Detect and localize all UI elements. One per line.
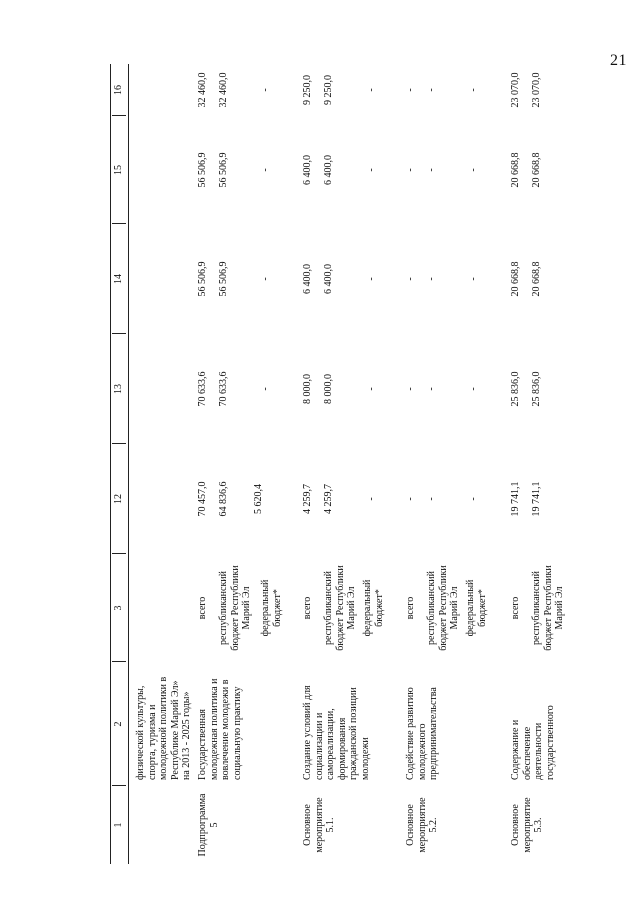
row-code: Основное мероприятие 5.3.	[510, 797, 544, 853]
value-cell: 6 400,0	[323, 264, 334, 294]
value-cell: 23 070,0	[510, 72, 521, 108]
value-cell: 20 668,8	[531, 261, 542, 297]
value-cell: -	[405, 168, 416, 172]
value-cell: 25 836,0	[531, 371, 542, 407]
value-cell: -	[405, 497, 416, 501]
value-cell: 70 457,0	[197, 481, 208, 517]
source-label: республиканский бюджет Республики Марий Эл	[323, 565, 357, 651]
value-cell: -	[468, 277, 479, 281]
value-cell: -	[366, 387, 377, 391]
value-cell: 20 668,8	[510, 152, 521, 188]
value-cell: -	[426, 277, 437, 281]
value-cell: -	[260, 88, 271, 92]
value-cell: 6 400,0	[302, 155, 313, 185]
value-cell: 5 620,4	[253, 484, 264, 514]
source-label: республиканский бюджет Республики Марий Эл	[218, 565, 252, 651]
value-cell: -	[366, 277, 377, 281]
value-cell: 56 506,9	[218, 261, 229, 297]
value-cell: -	[468, 88, 479, 92]
col-header-13: 13	[113, 384, 124, 394]
value-cell: 19 741,1	[510, 481, 521, 517]
value-cell: 6 400,0	[323, 155, 334, 185]
col-header-3: 3	[113, 605, 124, 611]
value-cell: 23 070,0	[531, 72, 542, 108]
value-cell: 4 259,7	[323, 484, 334, 514]
source-label: всего	[510, 596, 521, 620]
source-label: федеральный бюджет*	[465, 579, 488, 637]
row-name: Создание условий для социализации и самореализации, формирования гражданской позиции молодежи	[302, 685, 371, 780]
source-label: всего	[405, 596, 416, 620]
continuation-text: физической культуры, спорта, туризма и молодежной политики в Республике Марий Эл» на 2013 - 2025 годы»	[135, 676, 192, 780]
value-cell: -	[405, 277, 416, 281]
value-cell: 25 836,0	[510, 371, 521, 407]
value-cell: -	[405, 88, 416, 92]
value-cell: 9 250,0	[302, 75, 313, 105]
value-cell: -	[426, 497, 437, 501]
value-cell: 8 000,0	[302, 374, 313, 404]
col-header-14: 14	[113, 274, 124, 284]
value-cell: -	[260, 387, 271, 391]
value-cell: 20 668,8	[531, 152, 542, 188]
value-cell: -	[366, 168, 377, 172]
source-label: федеральный бюджет*	[362, 579, 385, 637]
value-cell: -	[426, 387, 437, 391]
source-label: республиканский бюджет Республики Марий Эл	[531, 565, 565, 651]
value-cell: 56 506,9	[197, 152, 208, 188]
value-cell: 56 506,9	[197, 261, 208, 297]
col-header-16: 16	[113, 85, 124, 95]
value-cell: 6 400,0	[302, 264, 313, 294]
page-number: 21	[610, 52, 627, 69]
value-cell: 32 460,0	[197, 72, 208, 108]
value-cell: 56 506,9	[218, 152, 229, 188]
value-cell: -	[426, 168, 437, 172]
value-cell: -	[468, 387, 479, 391]
value-cell: 70 633,6	[197, 371, 208, 407]
row-code: Основное мероприятие 5.1.	[302, 797, 336, 853]
value-cell: -	[260, 168, 271, 172]
rotated-table	[110, 64, 590, 864]
value-cell: 70 633,6	[218, 371, 229, 407]
value-cell: 8 000,0	[323, 374, 334, 404]
header-bottom-border	[128, 64, 129, 864]
source-label: республиканский бюджет Республики Марий Эл	[426, 565, 460, 651]
value-cell: -	[405, 387, 416, 391]
value-cell: 4 259,7	[302, 484, 313, 514]
value-cell: 19 741,1	[531, 481, 542, 517]
value-cell: -	[366, 497, 377, 501]
col-header-2: 2	[113, 721, 124, 727]
value-cell: 9 250,0	[323, 75, 334, 105]
value-cell: -	[260, 277, 271, 281]
value-cell: 64 836,6	[218, 481, 229, 517]
value-cell: -	[426, 88, 437, 92]
value-cell: 20 668,8	[510, 261, 521, 297]
source-label: всего	[302, 596, 313, 620]
row-code: Подпрограмма 5	[197, 793, 220, 857]
source-label: всего	[197, 596, 208, 620]
value-cell: -	[468, 168, 479, 172]
row-name: Содействие развитию молодежного предпринимательства	[405, 687, 439, 780]
value-cell: -	[468, 497, 479, 501]
col-header-12: 12	[113, 494, 124, 504]
row-name: Государственная молодежная политика и вовлечение молодежи в социальную практику	[197, 678, 243, 780]
value-cell: -	[366, 88, 377, 92]
row-name: Содержание и обеспечение деятельности государственного	[510, 705, 556, 780]
col-header-1: 1	[113, 822, 124, 828]
col-header-15: 15	[113, 165, 124, 175]
value-cell: 32 460,0	[218, 72, 229, 108]
row-code: Основное мероприятие 5.2.	[405, 797, 439, 853]
source-label: федеральный бюджет*	[260, 579, 283, 637]
